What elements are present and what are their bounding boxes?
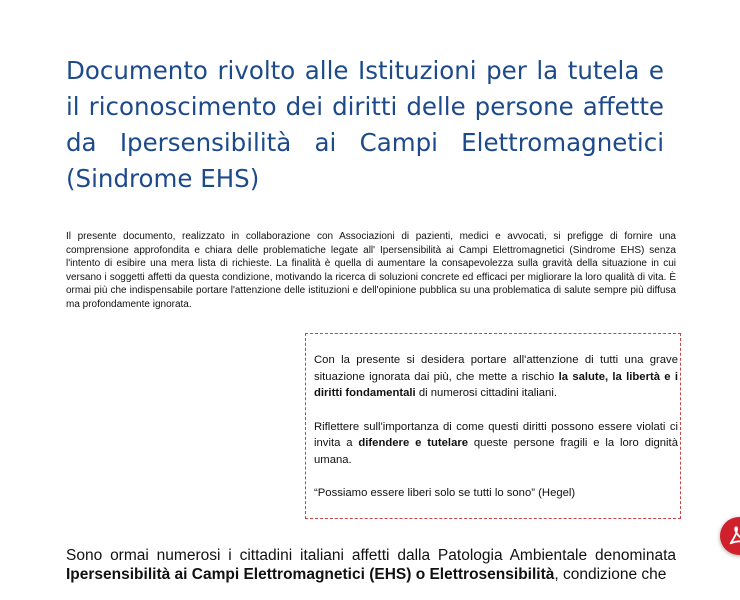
adobe-acrobat-icon bbox=[727, 525, 740, 547]
body-text: , condizione che bbox=[554, 566, 667, 583]
callout-paragraph-1 bbox=[314, 352, 678, 402]
callout-text: di numerosi cittadini italiani. bbox=[415, 387, 557, 399]
callout-text: Con la presente si desidera portare all'attenzione di tutti una grave situazione ignorata dai più, che mette a rischio bbox=[314, 354, 678, 383]
body-bold-term: Ipersensibilità ai Campi Elettromagnetici (EHS) o Elettrosensibilità bbox=[66, 566, 555, 583]
intro-paragraph: Il presente documento, realizzato in collaborazione con Associazioni di pazienti, medici e avvocati, si prefigge di fornire una comprensione approfondita e chiara delle problematiche legate all' Ipersensibilità ai Campi Elettromagnetici (Sindrome EHS) senza l'intento di esibire una mera lista di richieste. La finalità è quella di aumentare la consapevolezza sulla gravità della situazione in cui versano i soggetti affetti da questa condizione, motivando la ricerca di soluzioni concrete ed efficaci per migliorare la loro qualità di vita. È ormai più che indispensabile portare l'attenzione delle istituzioni e dell'opinione pubblica su una problematica di salute sempre più diffusa ma profondamente ignorata. bbox=[66, 231, 676, 310]
pdf-viewer-button[interactable] bbox=[720, 517, 740, 555]
document-title: Documento rivolto alle Istituzioni per la tutela e il riconoscimento dei diritti delle persone affette da Ipersensibilità ai Campi Elettromagnetici (Sindrome EHS) bbox=[66, 56, 664, 193]
callout-box bbox=[305, 333, 681, 519]
callout-paragraph-2 bbox=[314, 419, 678, 469]
callout-bold-defend: difendere e tutelare bbox=[358, 437, 469, 449]
body-text: Sono ormai numerosi i cittadini italiani affetti dalla Patologia Ambientale denominata bbox=[66, 547, 676, 564]
callout-bold-health: la salute bbox=[558, 370, 605, 383]
body-paragraph bbox=[66, 546, 676, 584]
callout-text: Riflettere sull'importanza di come questi diritti possono essere violati ci invita a bbox=[314, 420, 678, 449]
callout-bold-separator: , bbox=[604, 370, 613, 383]
callout-content bbox=[314, 352, 678, 502]
callout-bold-freedom: la libertà e i diritti fondamentali bbox=[314, 370, 678, 399]
callout-quote: “Possiamo essere liberi solo se tutti lo sono” (Hegel) bbox=[314, 487, 576, 499]
callout-text: queste persone fragili e la loro dignità umana. bbox=[314, 437, 678, 466]
